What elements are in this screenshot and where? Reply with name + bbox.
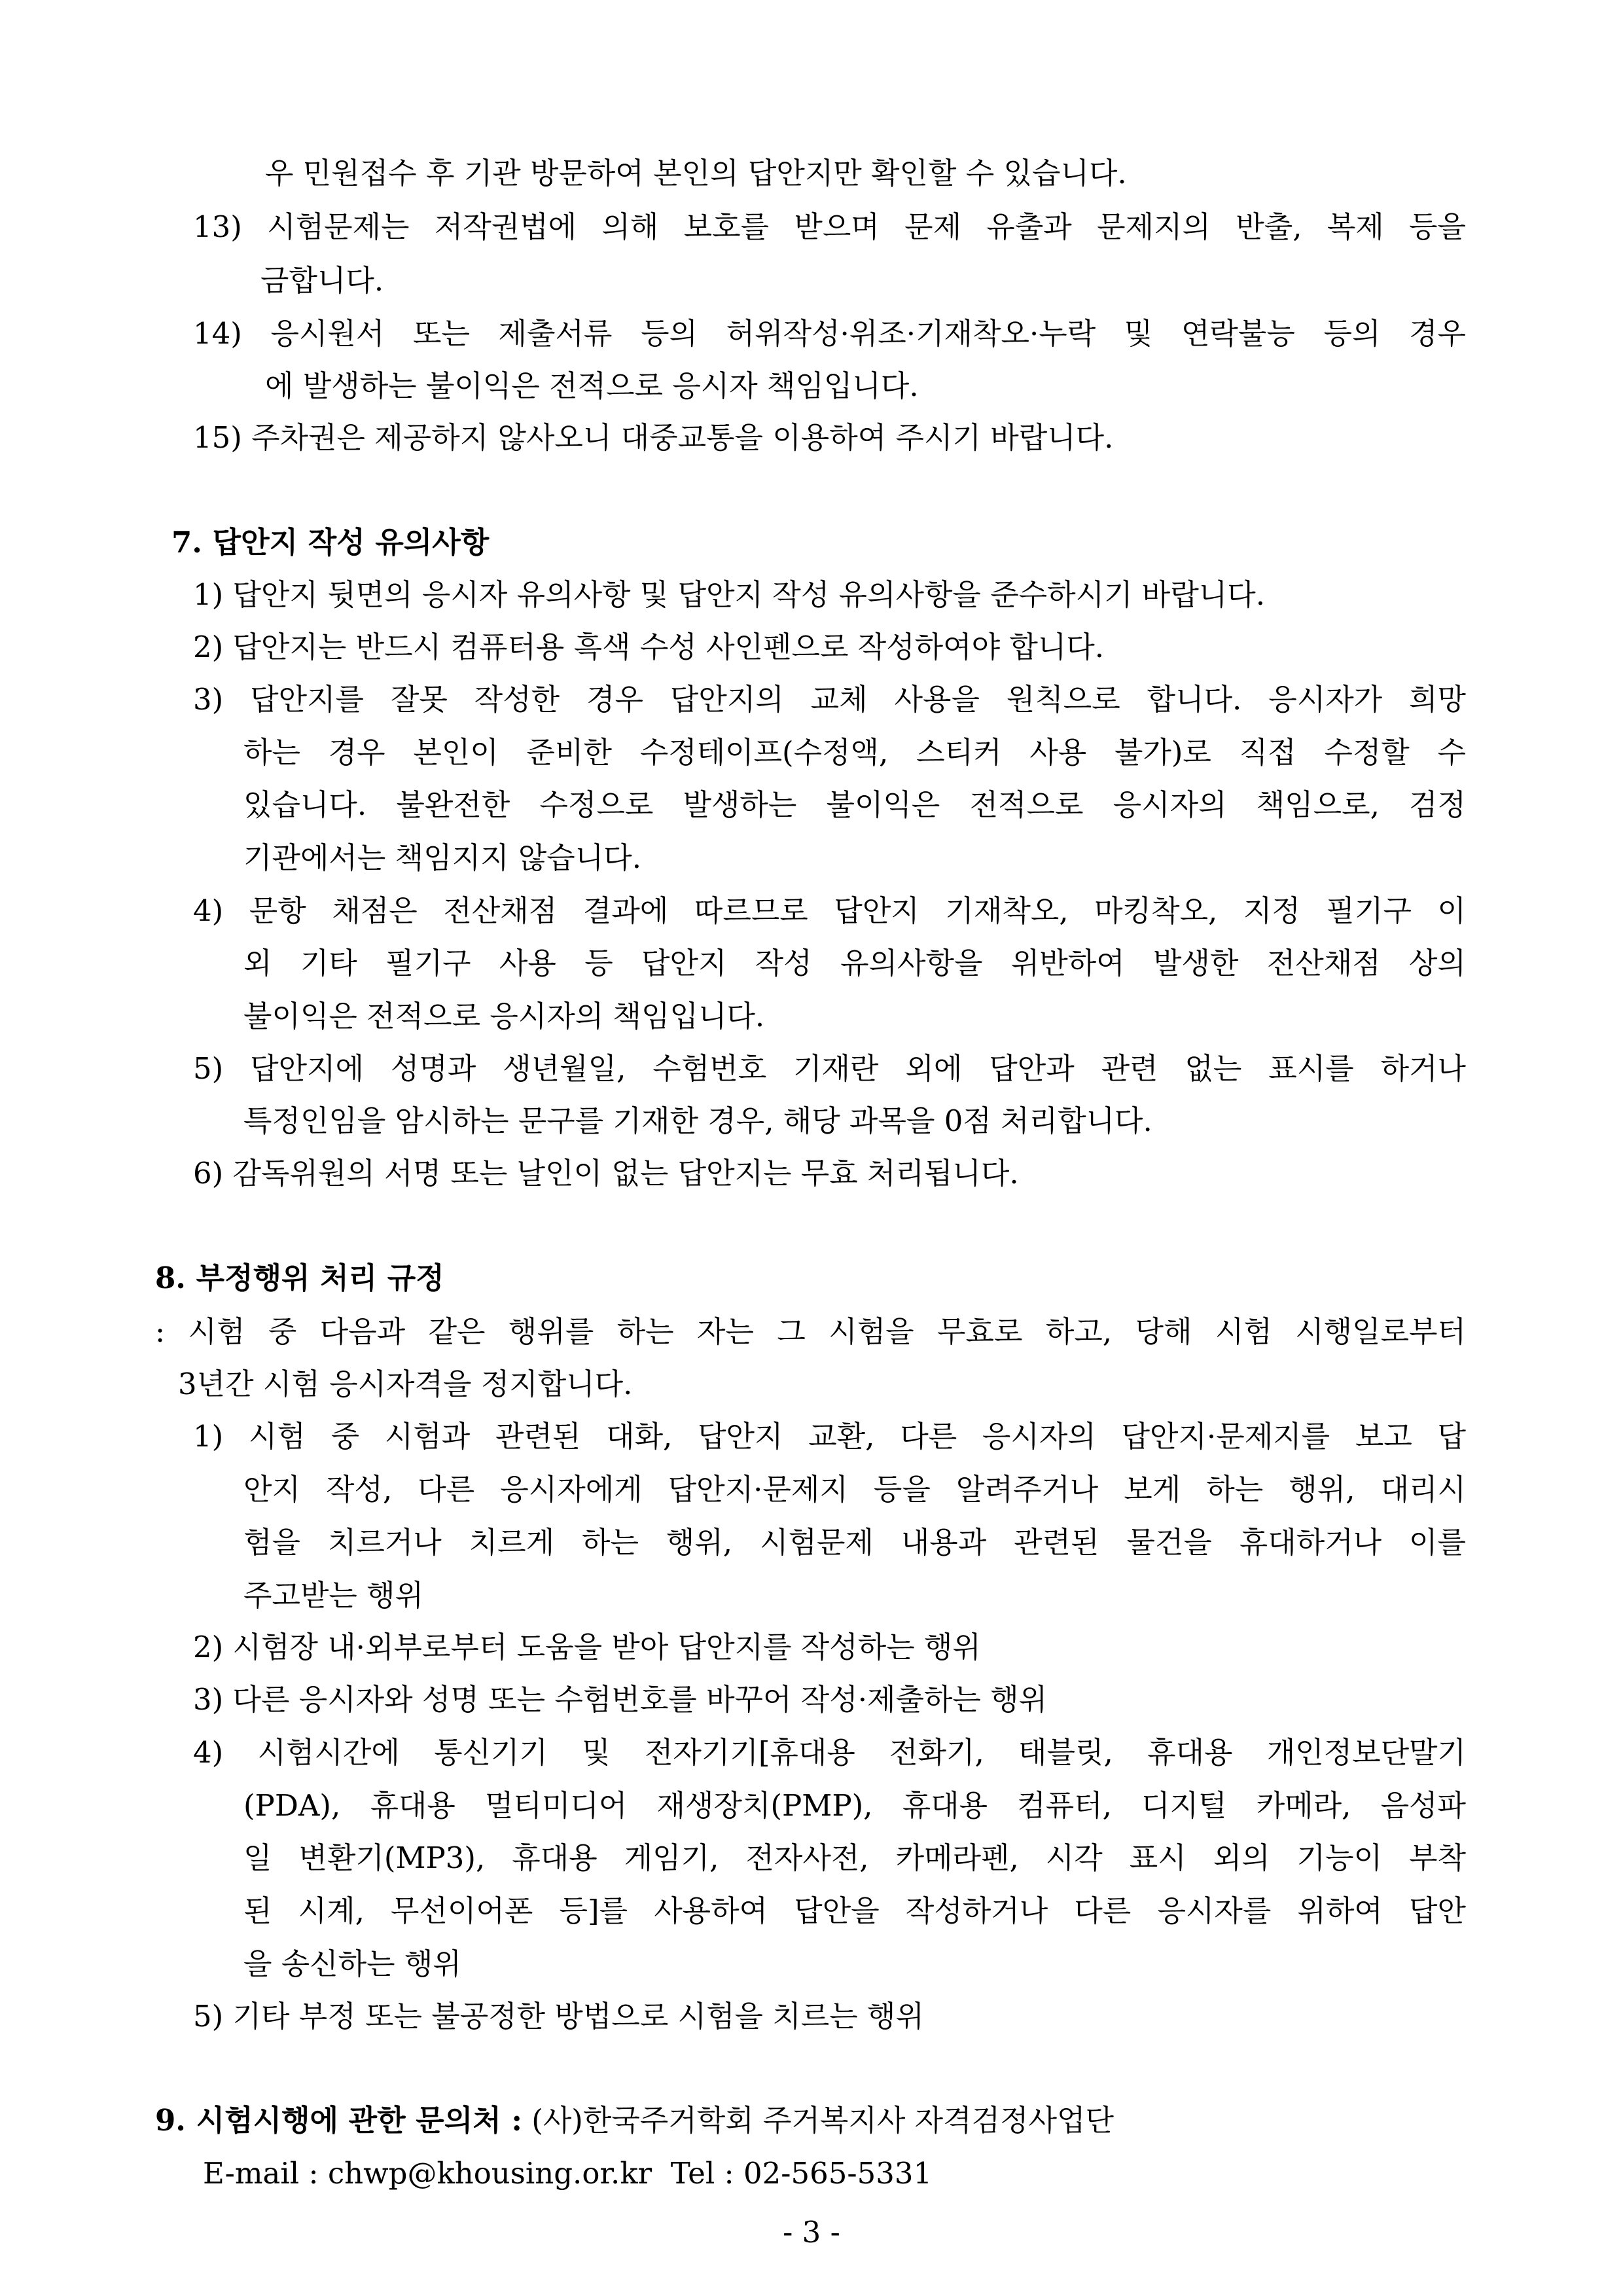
text-line: 2) 답안지는 반드시 컴퓨터용 흑색 수성 사인펜으로 작성하여야 합니다.	[193, 630, 1105, 664]
text-line: 1) 답안지 뒷면의 응시자 유의사항 및 답안지 작성 유의사항을 준수하시기 바랍니다.	[193, 577, 1266, 612]
text-line: 주고받는 행위	[243, 1578, 424, 1613]
text-line: 있습니다. 불완전한 수정으로 발생하는 불이익은 전적으로 응시자의 책임으로, 검정	[243, 787, 1466, 822]
text-line: 일 변환기(MP3), 휴대용 게임기, 전자사전, 카메라펜, 시각 표시 외의 기능이 부착	[243, 1840, 1466, 1875]
section-heading: 8. 부정행위 처리 규정	[155, 1261, 444, 1295]
text-line: 금합니다.	[260, 263, 384, 298]
contact-details: E-mail : chwp@khousing.or.kr Tel : 02-565-5331	[203, 2156, 933, 2191]
text-line: 13) 시험문제는 저작권법에 의해 보호를 받으며 문제 유출과 문제지의 반출, 복제 등을	[193, 209, 1466, 244]
page-number: - 3 -	[783, 2215, 840, 2250]
text-line: 1) 시험 중 시험과 관련된 대화, 답안지 교환, 다른 응시자의 답안지·문제지를 보고 답	[193, 1419, 1466, 1454]
text-line: 외 기타 필기구 사용 등 답안지 작성 유의사항을 위반하여 발생한 전산채점 상의	[243, 946, 1466, 980]
contact-organization: (사)한국주거학회 주거복지사 자격검정사업단	[531, 2103, 1114, 2138]
text-line: 을 송신하는 행위	[243, 1946, 461, 1981]
text-line: 5) 기타 부정 또는 불공정한 방법으로 시험을 치르는 행위	[193, 1999, 924, 2034]
text-line: 2) 시험장 내·외부로부터 도움을 받아 답안지를 작성하는 행위	[193, 1630, 981, 1664]
text-line: 3) 다른 응시자와 성명 또는 수험번호를 바꾸어 작성·제출하는 행위	[193, 1682, 1048, 1717]
text-line: 하는 경우 본인이 준비한 수정테이프(수정액, 스티커 사용 불가)로 직접 수정할 수	[243, 735, 1466, 770]
text-line: 3) 답안지를 잘못 작성한 경우 답안지의 교체 사용을 원칙으로 합니다. 응시자가 희망	[193, 682, 1466, 717]
text-line: 불이익은 전적으로 응시자의 책임입니다.	[243, 999, 765, 1033]
text-line: 우 민원접수 후 기관 방문하여 본인의 답안지만 확인할 수 있습니다.	[265, 156, 1127, 190]
text-line: 15) 주차권은 제공하지 않사오니 대중교통을 이용하여 주시기 바랍니다.	[193, 420, 1114, 455]
text-line: 험을 치르거나 치르게 하는 행위, 시험문제 내용과 관련된 물건을 휴대하거나 이를	[243, 1525, 1466, 1560]
text-line: 4) 시험시간에 통신기기 및 전자기기[휴대용 전화기, 태블릿, 휴대용 개인정보단말기	[193, 1735, 1466, 1770]
text-line: 5) 답안지에 성명과 생년월일, 수험번호 기재란 외에 답안과 관련 없는 표시를 하거나	[193, 1051, 1466, 1086]
text-line: 된 시계, 무선이어폰 등]를 사용하여 답안을 작성하거나 다른 응시자를 위하여 답안	[243, 1893, 1466, 1928]
text-line: 4) 문항 채점은 전산채점 결과에 따르므로 답안지 기재착오, 마킹착오, 지정 필기구 이	[193, 893, 1466, 928]
text-line: 에 발생하는 불이익은 전적으로 응시자 책임입니다.	[265, 368, 919, 403]
text-line: : 시험 중 다음과 같은 행위를 하는 자는 그 시험을 무효로 하고, 당해 시험 시행일로부터	[155, 1314, 1466, 1349]
text-line: 안지 작성, 다른 응시자에게 답안지·문제지 등을 알려주거나 보게 하는 행위, 대리시	[243, 1472, 1466, 1507]
text-line: 특정인임을 암시하는 문구를 기재한 경우, 해당 과목을 0점 처리합니다.	[243, 1103, 1152, 1138]
text-line: 3년간 시험 응시자격을 정지합니다.	[178, 1367, 633, 1401]
text-line: 6) 감독위원의 서명 또는 날인이 없는 답안지는 무효 처리됩니다.	[193, 1156, 1019, 1191]
text-line: 기관에서는 책임지지 않습니다.	[243, 840, 642, 875]
text-line: (PDA), 휴대용 멀티미디어 재생장치(PMP), 휴대용 컴퓨터, 디지털 카메라, 음성파	[243, 1788, 1466, 1823]
section-heading: 7. 답안지 작성 유의사항	[171, 525, 490, 560]
text-line: 14) 응시원서 또는 제출서류 등의 허위작성·위조·기재착오·누락 및 연락불능 등의 경우	[193, 316, 1466, 351]
contact-line	[155, 2103, 1114, 2138]
section-heading: 9. 시험시행에 관한 문의처 :	[155, 2103, 522, 2138]
